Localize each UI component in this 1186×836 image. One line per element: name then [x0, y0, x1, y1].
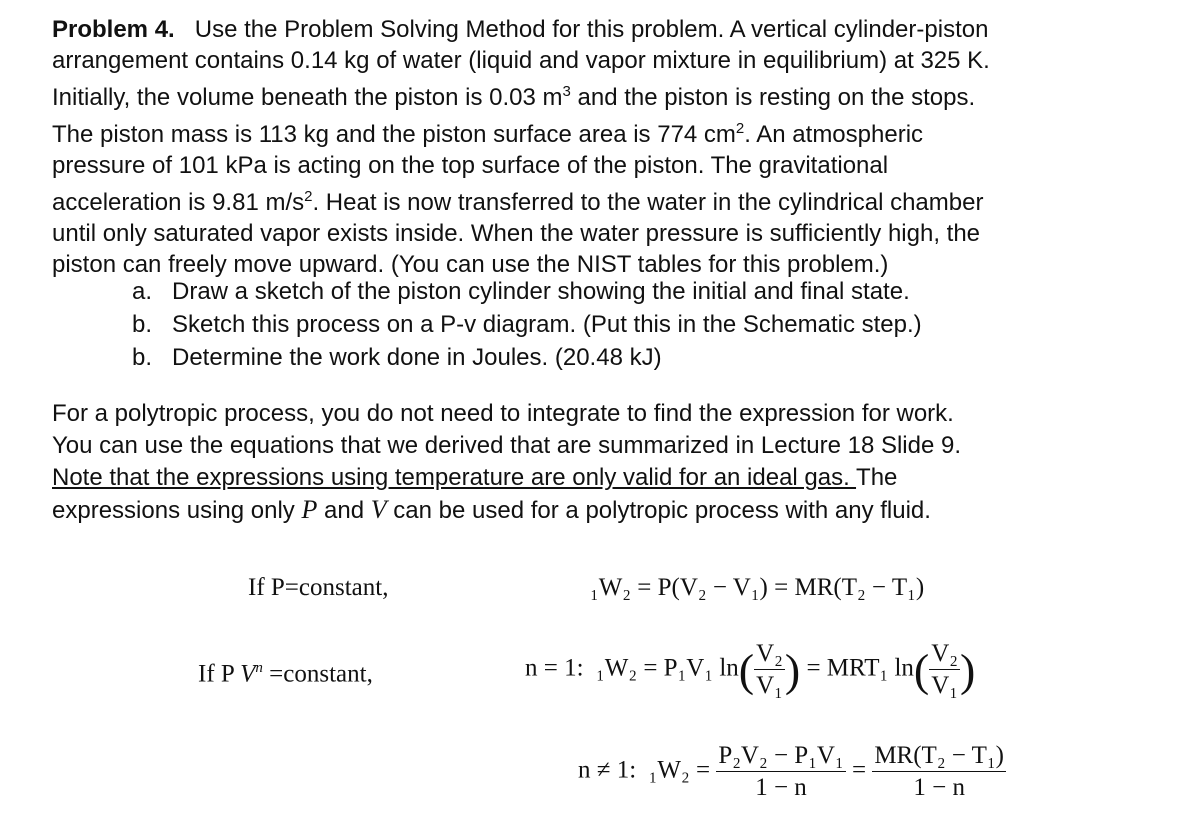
work-equation-isothermal: n = 1: ₁W₂ = P₁V₁ ln( $\frac{\text{V₂}}{\text{V₁}}$ ) = MRT₁ ln( $\frac{\text{V₂}}{\text{V₁}}$ ) — [525, 640, 976, 699]
problem-statement — [52, 14, 1162, 280]
problem-line-5: pressure of 101 kPa is acting on the top surface of the piston. The gravitational — [52, 152, 889, 179]
problem-line-2: arrangement contains 0.14 kg of water (liquid and vapor mixture in equilibrium) at 325 K. — [52, 47, 990, 74]
note-line-2: You can use the equations that we derived that are summarized in Lecture 18 Slide 9. — [52, 432, 962, 459]
problem-line-1: Problem 4. Use the Problem Solving Method for this problem. A vertical cylinder-piston — [52, 16, 989, 43]
ideal-gas-warning: Note that the expressions using temperature are only valid for an ideal gas. — [52, 464, 857, 491]
work-equation-polytropic: n ≠ 1: ₁W₂ = $\frac{\text{P₂V₂ − P₁V₁}}{1 - n}$ = $\frac{\text{MR(T₂ − T₁)}}{1 - n}$ — [578, 742, 1004, 801]
note-line-3: Note that the expressions using temperature are only valid for an ideal gas. The — [52, 464, 898, 491]
problem-line-8: piston can freely move upward. (You can use the NIST tables for this problem.) — [52, 251, 889, 278]
problem-line-7: until only saturated vapor exists inside. When the water pressure is sufficiently high, the — [52, 220, 981, 247]
task-item: a. Draw a sketch of the piston cylinder showing the initial and final state. — [132, 278, 910, 305]
problem-line-3: Initially, the volume beneath the piston is 0.03 $m^3$ and the piston is resting on the stops. — [52, 83, 976, 111]
temperature-fraction: $\frac{\text{MR(T₂ − T₁)}}{1 - n}$ — [874, 742, 1004, 801]
volume-ratio: $\frac{\text{V₂}}{\text{V₁}}$ — [756, 640, 783, 699]
pressure-volume-fraction: $\frac{\text{P₂V₂ − P₁V₁}}{1 - n}$ — [718, 742, 844, 801]
work-equation-constant-pressure: ₁W₂ = P(V₂ − V₁) = MR(T₂ − T₁) — [590, 574, 925, 601]
note-line-1: For a polytropic process, you do not need to integrate to find the expression for work. — [52, 400, 954, 427]
if-p-constant-label: If P=constant, — [248, 574, 389, 601]
note-line-4: expressions using only P and V can be used for a polytropic process with any fluid. — [52, 495, 931, 524]
polytropic-note — [52, 398, 1162, 527]
problem-line-4: The piston mass is 113 kg and the piston surface area is 774 $cm^2$. An atmospheric — [52, 120, 924, 148]
task-item: b. Determine the work done in Joules. (20.48 kJ) — [132, 344, 662, 371]
n-not-one-label: n ≠ 1: — [578, 756, 637, 784]
if-pvn-constant-label: If P $V^n$ =constant, — [198, 660, 373, 688]
problem-line-6: acceleration is 9.81 $m/s^2$. Heat is now transferred to the water in the cylindrical chamber — [52, 188, 984, 216]
n-equals-one-label: n = 1: — [525, 654, 584, 682]
problem-label: Problem 4. — [52, 16, 175, 43]
volume-ratio: $\frac{\text{V₂}}{\text{V₁}}$ — [931, 640, 958, 699]
task-item: b. Sketch this process on a P-v diagram. (Put this in the Schematic step.) — [132, 311, 922, 338]
task-list — [132, 275, 922, 374]
